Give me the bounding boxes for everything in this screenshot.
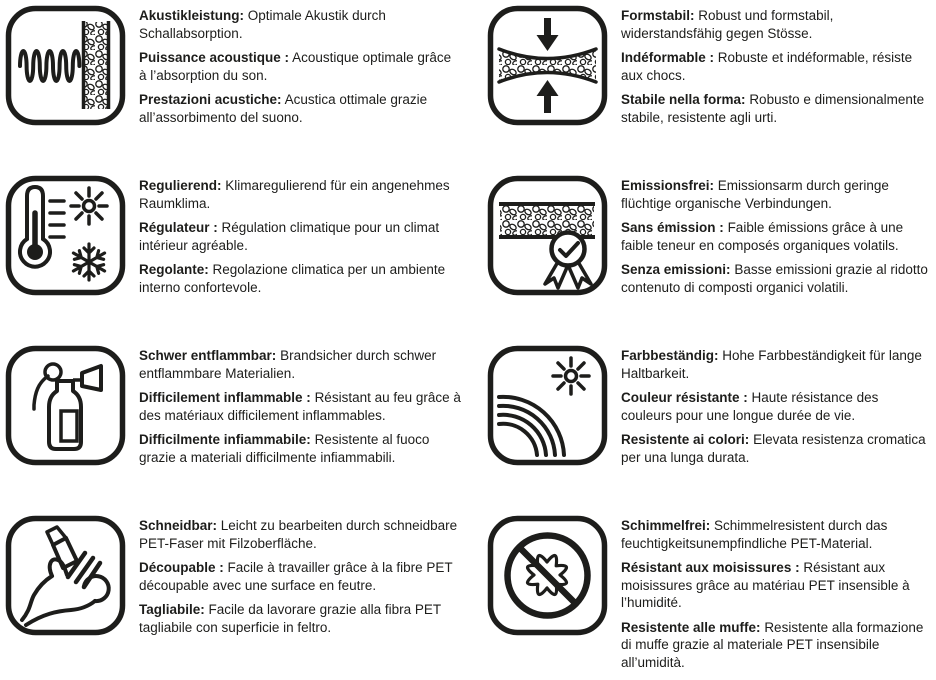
feature-paragraph-it [621, 91, 932, 126]
feature-paragraph-fr [139, 559, 462, 594]
feature-paragraph-fr [139, 389, 462, 424]
feature-desc-it: Facile da lavorare grazie alla fibra PET tagliabile con superficie in feltro. [139, 602, 441, 635]
feature-desc-it: Elevata resistenza cromatica per una lunga durata. [621, 432, 926, 465]
feature-desc-fr: Faible émissions grâce à une faible teneur en composés organiques volatils. [621, 220, 904, 253]
feature-label-it: Difficilmente infiammabile: [139, 432, 311, 447]
rainbow-sun-icon [487, 345, 608, 466]
feature-label-de: Farbbeständig: [621, 348, 719, 363]
feature-climate-regulating [0, 170, 468, 340]
feature-paragraph-fr [139, 49, 462, 84]
feature-paragraph-it [139, 601, 462, 636]
feature-desc-fr: Régulation climatique pour un climat intérieur agréable. [139, 220, 440, 253]
feature-desc-it: Basse emissioni grazie al ridotto contenuto di composti organici volatili. [621, 262, 928, 295]
feature-label-it: Senza emissioni: [621, 262, 731, 277]
feature-desc-it: Acustica ottimale grazie all’assorbimento del suono. [139, 92, 428, 125]
feature-paragraph-de [139, 7, 462, 42]
feature-texts [139, 345, 462, 473]
feature-desc-it: Resistente alla formazione di muffe grazie al materiale PET insensibile all’umidità. [621, 619, 924, 670]
feature-desc-it: Resistente al fuoco grazie a materiali difficilmente infiammabili. [139, 432, 430, 465]
feature-label-fr: Puissance acoustique : [139, 50, 290, 65]
feature-paragraph-de [621, 177, 932, 212]
feature-paragraph-fr [139, 219, 462, 254]
hand-cutter-icon [5, 515, 126, 636]
feature-paragraph-de [621, 517, 932, 552]
feature-desc-de: Emissionsarm durch geringe flüchtige organische Verbindungen. [621, 178, 889, 211]
feature-label-de: Akustikleistung: [139, 8, 245, 23]
feature-texts [621, 5, 932, 133]
feature-paragraph-it [621, 261, 932, 296]
feature-acoustic [0, 0, 468, 170]
feature-label-de: Emissionsfrei: [621, 178, 715, 193]
feature-shape-stable [468, 0, 936, 170]
no-mold-icon [487, 515, 608, 636]
feature-desc-de: Brandsicher durch schwer entflammbare Materialien. [139, 348, 437, 381]
feature-label-it: Resistente ai colori: [621, 432, 750, 447]
feature-desc-it: Regolazione climatica per un ambiente interno confortevole. [139, 262, 446, 295]
feature-label-it: Resistente alle muffe: [621, 619, 761, 635]
feature-desc-fr: Robuste et indéformable, résiste aux chocs. [621, 50, 913, 83]
thermometer-climate-icon [5, 175, 126, 296]
feature-paragraph-de [621, 7, 932, 42]
feature-label-de: Schwer entflammbar: [139, 348, 277, 363]
feature-low-emission [468, 170, 936, 340]
feature-desc-fr: Résistant au feu grâce à des matériaux difficilement inflammables. [139, 390, 461, 423]
feature-label-fr: Sans émission : [621, 220, 724, 235]
feature-label-fr: Résistant aux moisissures : [621, 560, 800, 575]
feature-texts [139, 175, 462, 303]
feature-paragraph-it [621, 619, 932, 672]
compression-arrows-icon [487, 5, 608, 126]
feature-desc-fr: Haute résistance des couleurs pour une longue durée de vie. [621, 390, 879, 423]
feature-label-de: Schneidbar: [139, 518, 218, 533]
fire-extinguisher-icon [5, 345, 126, 466]
feature-label-de: Schimmelfrei: [621, 518, 711, 533]
feature-paragraph-it [139, 261, 462, 296]
feature-desc-de: Leicht zu bearbeiten durch schneidbare PET-Faser mit Filzoberfläche. [139, 518, 458, 551]
feature-desc-de: Schimmelresistent durch das feuchtigkeitsunempfindliche PET-Material. [621, 518, 888, 551]
certified-low-emission-icon [487, 175, 608, 296]
feature-mold-free [468, 510, 936, 680]
feature-desc-de: Optimale Akustik durch Schallabsorption. [139, 8, 386, 41]
feature-label-it: Regolante: [139, 262, 209, 277]
feature-label-it: Tagliabile: [139, 602, 205, 617]
feature-paragraph-it [139, 91, 462, 126]
feature-texts [139, 5, 462, 133]
feature-paragraph-it [139, 431, 462, 466]
feature-desc-de: Robust und formstabil, widerstandsfähig gegen Stösse. [621, 8, 834, 41]
feature-paragraph-de [139, 517, 462, 552]
feature-colorfast [468, 340, 936, 510]
feature-label-fr: Régulateur : [139, 220, 218, 235]
feature-desc-de: Klimaregulierend für ein angenehmes Raumklima. [139, 178, 450, 211]
feature-cuttable [0, 510, 468, 680]
feature-label-fr: Difficilement inflammable : [139, 390, 311, 405]
feature-paragraph-fr [621, 389, 932, 424]
feature-label-de: Regulierend: [139, 178, 222, 193]
feature-desc-it: Robusto e dimensionalmente stabile, resistente agli urti. [621, 92, 925, 125]
feature-paragraph-fr [621, 49, 932, 84]
feature-label-fr: Découpable : [139, 560, 224, 575]
feature-paragraph-de [139, 177, 462, 212]
feature-texts [621, 345, 932, 473]
feature-flame-retardant [0, 340, 468, 510]
feature-label-fr: Couleur résistante : [621, 390, 748, 405]
feature-label-fr: Indéformable : [621, 50, 715, 65]
feature-texts [621, 515, 932, 678]
feature-paragraph-fr [621, 219, 932, 254]
feature-label-de: Formstabil: [621, 8, 695, 23]
feature-label-it: Stabile nella forma: [621, 92, 746, 107]
feature-desc-fr: Résistant aux moisissures grâce au matériau PET insensible à l’humidité. [621, 560, 910, 610]
feature-label-it: Prestazioni acustiche: [139, 92, 282, 107]
feature-paragraph-it [621, 431, 932, 466]
feature-paragraph-fr [621, 559, 932, 612]
sound-absorption-icon [5, 5, 126, 126]
feature-paragraph-de [621, 347, 932, 382]
feature-texts [139, 515, 462, 643]
feature-desc-de: Hohe Farbbeständigkeit für lange Haltbarkeit. [621, 348, 922, 381]
feature-texts [621, 175, 932, 303]
feature-desc-fr: Acoustique optimale grâce à l’absorption du son. [139, 50, 452, 83]
feature-paragraph-de [139, 347, 462, 382]
feature-desc-fr: Facile à travailler grâce à la fibre PET découpable avec une surface en feutre. [139, 560, 453, 593]
